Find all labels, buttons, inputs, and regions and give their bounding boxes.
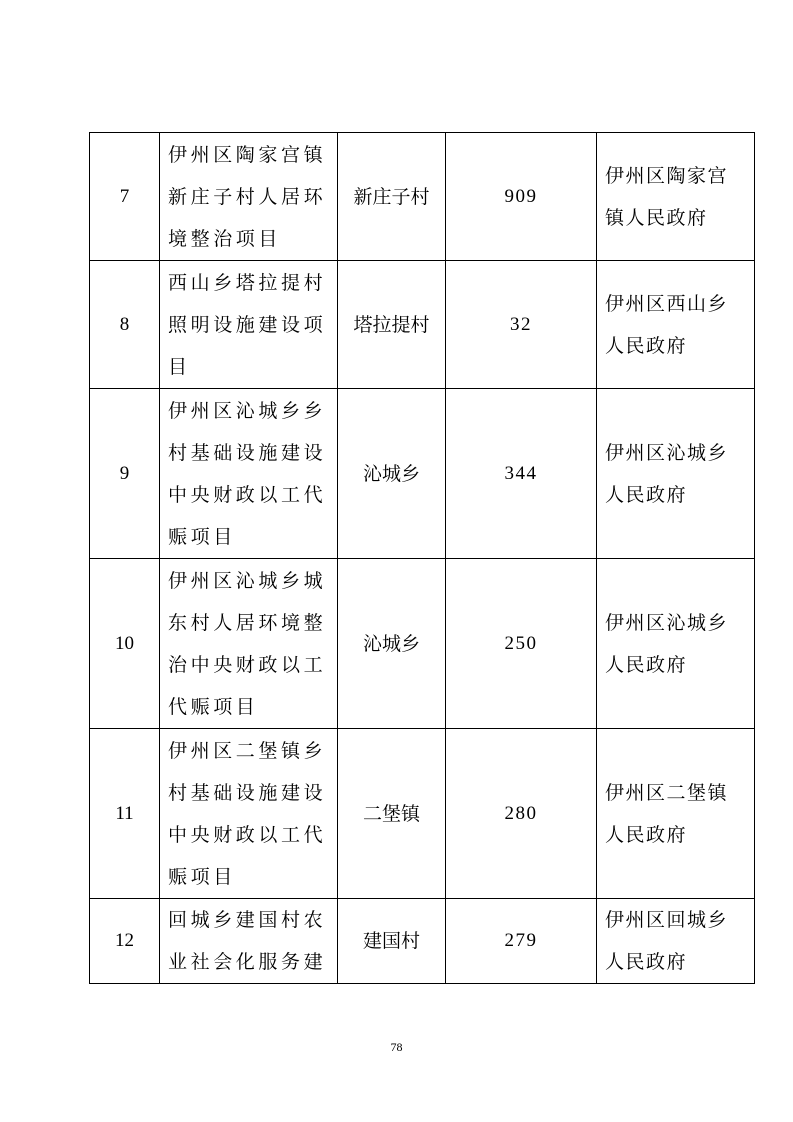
project-amount: 32	[446, 261, 597, 389]
responsible-unit: 伊州区沁城乡人民政府	[605, 441, 729, 506]
responsible-unit: 伊州区沁城乡人民政府	[605, 611, 729, 676]
project-name: 伊州区沁城乡城东村人居环境整治中央财政以工代赈项目	[168, 569, 327, 718]
project-location: 建国村	[338, 899, 446, 984]
project-amount: 344	[446, 389, 597, 559]
row-number: 12	[90, 899, 160, 984]
project-name: 伊州区沁城乡乡村基础设施建设中央财政以工代赈项目	[168, 399, 327, 548]
row-number: 9	[90, 389, 160, 559]
table-row	[90, 133, 755, 261]
row-number: 8	[90, 261, 160, 389]
project-location: 沁城乡	[338, 559, 446, 729]
project-amount: 280	[446, 729, 597, 899]
project-name: 西山乡塔拉提村照明设施建设项目	[168, 271, 327, 378]
project-amount: 909	[446, 133, 597, 261]
project-name: 伊州区陶家宫镇新庄子村人居环境整治项目	[168, 143, 327, 250]
project-location: 沁城乡	[338, 389, 446, 559]
project-location: 二堡镇	[338, 729, 446, 899]
table-row	[90, 559, 755, 729]
project-name: 回城乡建国村农业社会化服务建	[168, 909, 327, 973]
table-row	[90, 899, 755, 984]
row-number: 10	[90, 559, 160, 729]
table-row	[90, 261, 755, 389]
responsible-unit: 伊州区回城乡人民政府	[605, 909, 729, 973]
responsible-unit: 伊州区西山乡人民政府	[605, 292, 729, 357]
page-number: 78	[390, 1040, 403, 1054]
responsible-unit: 伊州区二堡镇人民政府	[605, 781, 729, 846]
table-row	[90, 389, 755, 559]
row-number: 11	[90, 729, 160, 899]
project-location: 塔拉提村	[338, 261, 446, 389]
project-table	[89, 132, 755, 984]
project-amount: 250	[446, 559, 597, 729]
responsible-unit: 伊州区陶家宫镇人民政府	[605, 164, 729, 229]
project-location: 新庄子村	[338, 133, 446, 261]
row-number: 7	[90, 133, 160, 261]
project-name: 伊州区二堡镇乡村基础设施建设中央财政以工代赈项目	[168, 739, 327, 888]
table-row	[90, 729, 755, 899]
project-amount: 279	[446, 899, 597, 984]
